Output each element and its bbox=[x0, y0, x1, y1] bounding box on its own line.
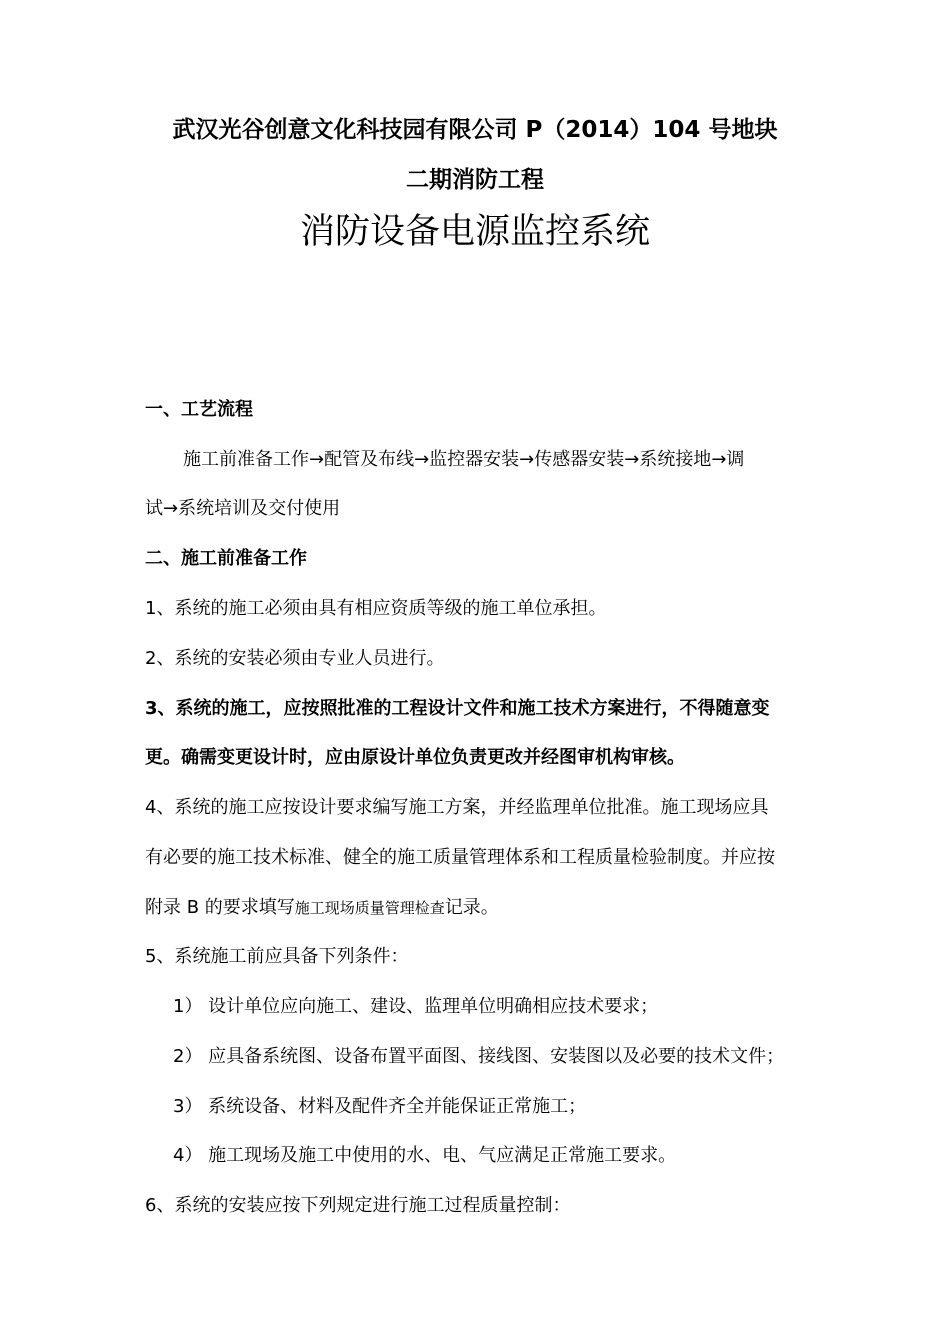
preparation-item-3-line-2: 更。确需变更设计时，应由原设计单位负责更改并经图审机构审核。 bbox=[145, 747, 685, 768]
section-heading-process: 一、工艺流程 bbox=[145, 399, 253, 420]
preparation-item-5: 5、系统施工前应具备下列条件： bbox=[145, 946, 409, 967]
condition-item-1: 1） 设计单位应向施工、建设、监理单位明确相应技术要求； bbox=[173, 996, 659, 1017]
document-title-line-1: 武汉光谷创意文化科技园有限公司 P（2014）104 号地块 bbox=[172, 117, 778, 143]
item-4-text-end: 记录。 bbox=[444, 897, 499, 918]
document-main-title: 消防设备电源监控系统 bbox=[299, 212, 650, 252]
preparation-item-6: 6、系统的安装应按下列规定进行施工过程质量控制： bbox=[145, 1195, 571, 1216]
document-title-line-2: 二期消防工程 bbox=[406, 167, 544, 193]
condition-item-3: 3） 系统设备、材料及配件齐全并能保证正常施工； bbox=[173, 1096, 587, 1117]
preparation-item-1: 1、系统的施工必须由具有相应资质等级的施工单位承担。 bbox=[145, 598, 607, 619]
condition-item-2: 2） 应具备系统图、设备布置平面图、接线图、安装图以及必要的技术文件； bbox=[173, 1046, 785, 1067]
condition-item-4: 4） 施工现场及施工中使用的水、电、气应满足正常施工要求。 bbox=[173, 1145, 677, 1166]
preparation-item-3-line-1: 3、系统的施工，应按照批准的工程设计文件和施工技术方案进行，不得随意变 bbox=[145, 698, 770, 719]
section-heading-preparation: 二、施工前准备工作 bbox=[145, 548, 307, 569]
process-flow-line-2: 试→系统培训及交付使用 bbox=[145, 498, 341, 519]
process-flow-line-1: 施工前准备工作→配管及布线→监控器安装→传感器安装→系统接地→调 bbox=[183, 449, 745, 470]
item-4-text-start: 附录 B 的要求填写 bbox=[145, 897, 295, 918]
preparation-item-4-line-3 bbox=[145, 895, 499, 921]
preparation-item-4-line-1: 4、系统的施工应按设计要求编写施工方案，并经监理单位批准。施工现场应具 bbox=[145, 797, 769, 818]
item-4-record-name: 施工现场质量管理检查 bbox=[294, 899, 445, 917]
preparation-item-2: 2、系统的安装必须由专业人员进行。 bbox=[145, 648, 445, 669]
preparation-item-4-line-2: 有必要的施工技术标准、健全的施工质量管理体系和工程质量检验制度。并应按 bbox=[145, 847, 775, 868]
